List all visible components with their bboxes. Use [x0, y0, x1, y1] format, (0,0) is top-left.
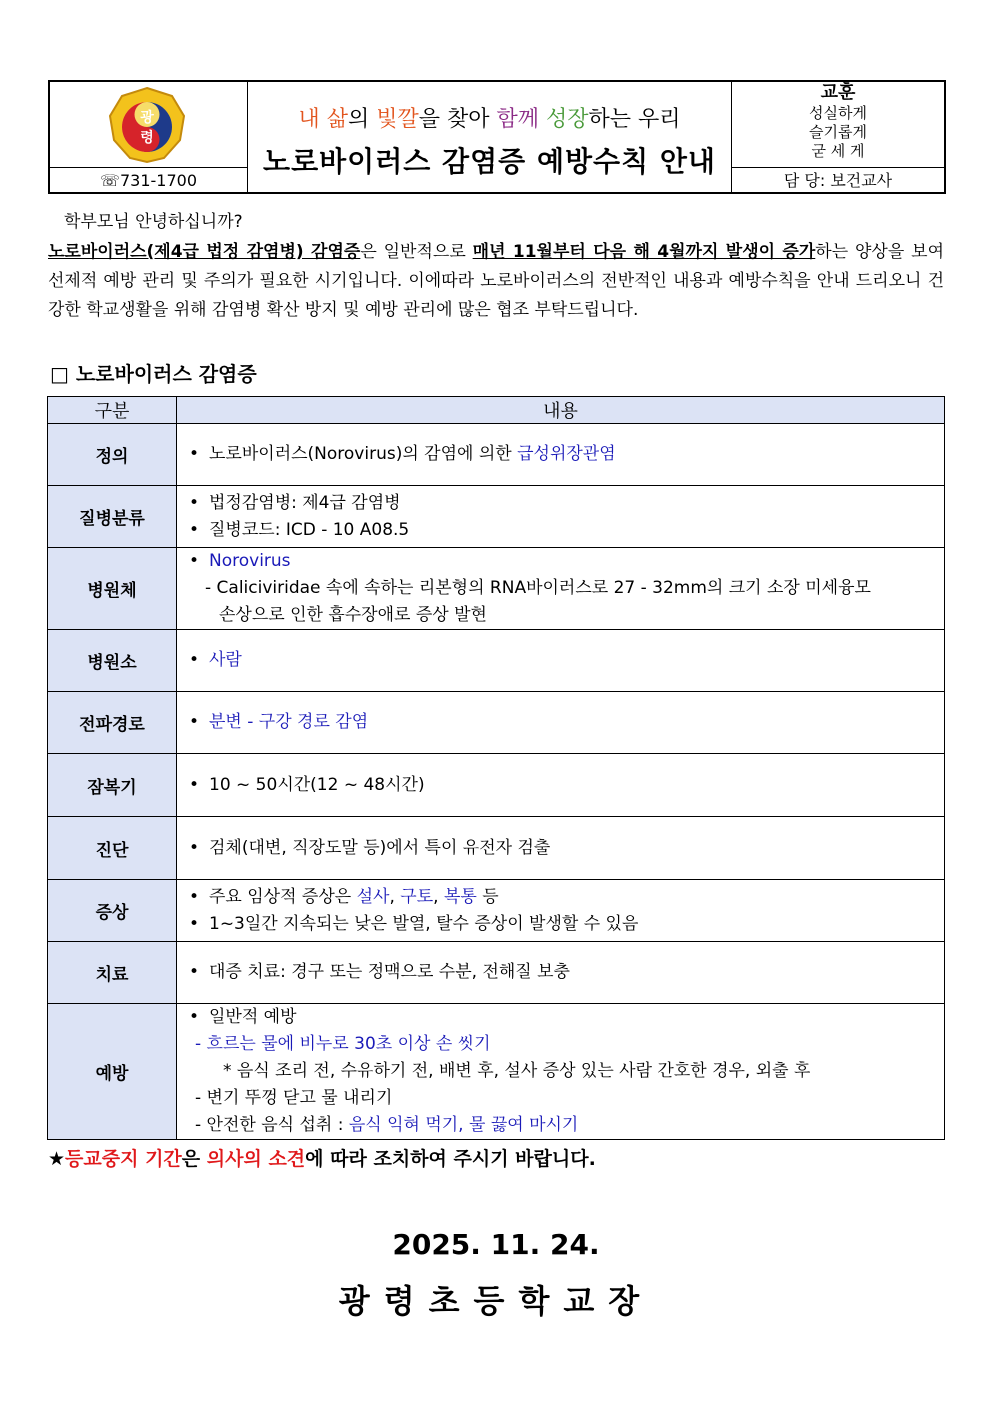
slogan-word: 의 — [347, 107, 377, 132]
table-row — [48, 424, 945, 486]
prevention-line: 일반적 예방 — [209, 1007, 297, 1027]
diagnosis-text: 검체(대변, 직장도말 등)에서 특이 유전자 검출 — [209, 837, 551, 858]
row-label-symptoms: 증상 — [48, 880, 177, 942]
motto-line: 성실하게 — [809, 104, 867, 122]
symptoms-etc: 등 — [476, 886, 499, 907]
row-value-diagnosis: • 검체(대변, 직장도말 등)에서 특이 유전자 검출 — [177, 817, 945, 880]
table-row — [48, 486, 945, 548]
table-header-row — [48, 397, 945, 424]
row-label-transmission: 전파경로 — [48, 692, 177, 754]
row-value-prevention: • 일반적 예방 - 흐르는 물에 비누로 30초 이상 손 씻기 * 음식 조리 전, 수유하기 전, 배변 후, 설사 증상 있는 사람 간호한 경우, 외출 후 - 변기 뚜껑 닫고 물 내리기 - 안전한 음식 섭취 : 음식 익혀 먹기, 물 끓여 마시기 — [177, 1004, 945, 1140]
slogan-word: 성장 — [546, 107, 589, 132]
phone-number: ☏731-1700 — [50, 168, 248, 194]
classification-line: 질병코드: ICD - 10 A08.5 — [209, 519, 410, 540]
table-row — [48, 817, 945, 880]
slogan-word: 함께 — [496, 107, 539, 132]
definition-text: 노로바이러스(Norovirus)의 감염에 의한 — [209, 444, 518, 464]
table-header-category: 구분 — [48, 397, 177, 424]
intro-bold-1: 노로바이러스(제4급 법정 감염병) 감염증 — [48, 242, 361, 262]
reservoir-text: 사람 — [209, 650, 242, 670]
notice — [48, 1144, 596, 1171]
table-row — [48, 754, 945, 817]
row-value-classification: • 법정감염병: 제4급 감염병 • 질병코드: ICD - 10 A08.5 — [177, 486, 945, 548]
star-icon: ★ — [48, 1148, 66, 1170]
incubation-text: 10 ~ 50시간(12 ~ 48시간) — [209, 774, 425, 795]
page-title: 노로바이러스 감염증 예방수칙 안내 — [263, 145, 716, 178]
notice-text: 에 따라 조치하여 주시기 바랍니다. — [305, 1148, 596, 1170]
logo-text-1: 광 — [140, 110, 154, 126]
symptoms-sep: , — [389, 886, 401, 907]
row-value-symptoms: • 주요 임상적 증상은 설사, 구토, 복통 등 • 1~3일간 지속되는 낮은 발열, 탈수 증상이 발생할 수 있음 — [177, 880, 945, 942]
row-value-treatment: • 대증 치료: 경구 또는 정맥으로 수분, 전해질 보충 — [177, 942, 945, 1004]
notice-highlight: 의사의 소견 — [206, 1148, 306, 1170]
symptoms-sep: , — [433, 886, 444, 907]
intro-bold-2: 매년 11월부터 다음 해 4월까지 발생이 증가 — [472, 242, 816, 262]
slogan — [248, 102, 731, 133]
row-label-pathogen: 병원체 — [48, 548, 177, 630]
row-label-prevention: 예방 — [48, 1004, 177, 1140]
slogan-word: 을 찾아 — [418, 107, 497, 132]
slogan-word — [539, 107, 546, 132]
motto-cell — [732, 82, 944, 168]
prevention-highlight: 음식 익혀 먹기, 물 끓여 마시기 — [348, 1115, 579, 1135]
prevention-line: - 변기 뚜껑 닫고 물 내리기 — [195, 1088, 393, 1108]
row-value-transmission: • 분변 - 구강 경로 감염 — [177, 692, 945, 754]
pathogen-desc: - Caliciviridae 속에 속하는 리본형의 RNA바이러스로 27 - 32mm의 크기 소장 미세융모 — [205, 578, 871, 598]
row-label-diagnosis: 진단 — [48, 817, 177, 880]
intro-text-2: 하는 양상을 보여 선제적 예방 관리 및 주의가 필요한 시기입니다. 이에따라 노로바이러스의 전반적인 내용과 예방수칙을 안내 드리오니 건강한 학교생활을 위해 감염병 확산 방지 및 예방 관리에 많은 협조 부탁드립니다. — [48, 242, 945, 320]
row-value-incubation: • 10 ~ 50시간(12 ~ 48시간) — [177, 754, 945, 817]
row-value-pathogen: • Norovirus - Caliciviridae 속에 속하는 리본형의 RNA바이러스로 27 - 32mm의 크기 소장 미세융모 손상으로 인한 흡수장애로 증상 발현 — [177, 548, 945, 630]
header-box — [48, 80, 946, 194]
logo-cell — [50, 82, 248, 168]
school-emblem-logo — [50, 82, 248, 168]
slogan-word: 하는 우리 — [588, 107, 681, 132]
intro-text-1: 은 일반적으로 — [360, 242, 473, 262]
table-row — [48, 692, 945, 754]
title-cell — [248, 82, 732, 194]
symptoms-line: 1~3일간 지속되는 낮은 발열, 탈수 증상이 발생할 수 있음 — [209, 913, 639, 934]
table-row — [48, 942, 945, 1004]
symptom-diarrhea: 설사 — [356, 886, 390, 907]
motto-line: 굳 세 게 — [811, 142, 865, 160]
classification-line: 법정감염병: 제4급 감염병 — [209, 492, 401, 513]
table-row — [48, 548, 945, 630]
document-date: 2025. 11. 24. — [392, 1228, 600, 1261]
staff-in-charge: 담 당: 보건교사 — [783, 171, 893, 190]
row-label-incubation: 잠복기 — [48, 754, 177, 817]
table-row — [48, 880, 945, 942]
notice-highlight: 등교중지 기간 — [65, 1148, 182, 1170]
logo-text-2: 령 — [140, 130, 154, 146]
prevention-line: - 안전한 음식 섭취 : — [195, 1115, 349, 1135]
symptom-abdominal-pain: 복통 — [443, 886, 477, 907]
symptom-vomiting: 구토 — [400, 886, 434, 907]
row-value-reservoir: • 사람 — [177, 630, 945, 692]
row-value-definition: • 노로바이러스(Norovirus)의 감염에 의한 급성위장관염 — [177, 424, 945, 486]
pathogen-desc: 손상으로 인한 흡수장애로 증상 발현 — [219, 605, 487, 625]
transmission-text: 분변 - 구강 경로 감염 — [209, 712, 369, 732]
treatment-text: 대증 치료: 경구 또는 정맥으로 수분, 전해질 보충 — [209, 962, 570, 982]
row-label-reservoir: 병원소 — [48, 630, 177, 692]
principal-signature: 광령초등학교장 — [338, 1282, 654, 1320]
motto-title: 교훈 — [820, 82, 856, 103]
table-row — [48, 630, 945, 692]
symptoms-text: 주요 임상적 증상은 — [209, 886, 357, 907]
notice-text: 은 — [181, 1148, 207, 1170]
row-label-classification: 질병분류 — [48, 486, 177, 548]
pathogen-name: Norovirus — [209, 551, 291, 571]
prevention-line: * 음식 조리 전, 수유하기 전, 배변 후, 설사 증상 있는 사람 간호한 경우, 외출 후 — [223, 1061, 811, 1081]
prevention-line: - 흐르는 물에 비누로 30초 이상 손 씻기 — [195, 1034, 491, 1054]
info-table — [47, 396, 945, 1140]
table-header-content: 내용 — [177, 397, 945, 424]
slogan-word: 내 삶 — [298, 107, 348, 132]
section-title: □ 노로바이러스 감염증 — [50, 362, 257, 386]
row-label-definition: 정의 — [48, 424, 177, 486]
slogan-word: 빛깔 — [376, 107, 419, 132]
table-row — [48, 1004, 945, 1140]
greeting: 학부모님 안녕하십니까? — [64, 212, 243, 232]
motto-line: 슬기롭게 — [809, 123, 867, 141]
definition-highlight: 급성위장관염 — [517, 444, 616, 464]
intro-paragraph — [48, 238, 944, 325]
row-label-treatment: 치료 — [48, 942, 177, 1004]
